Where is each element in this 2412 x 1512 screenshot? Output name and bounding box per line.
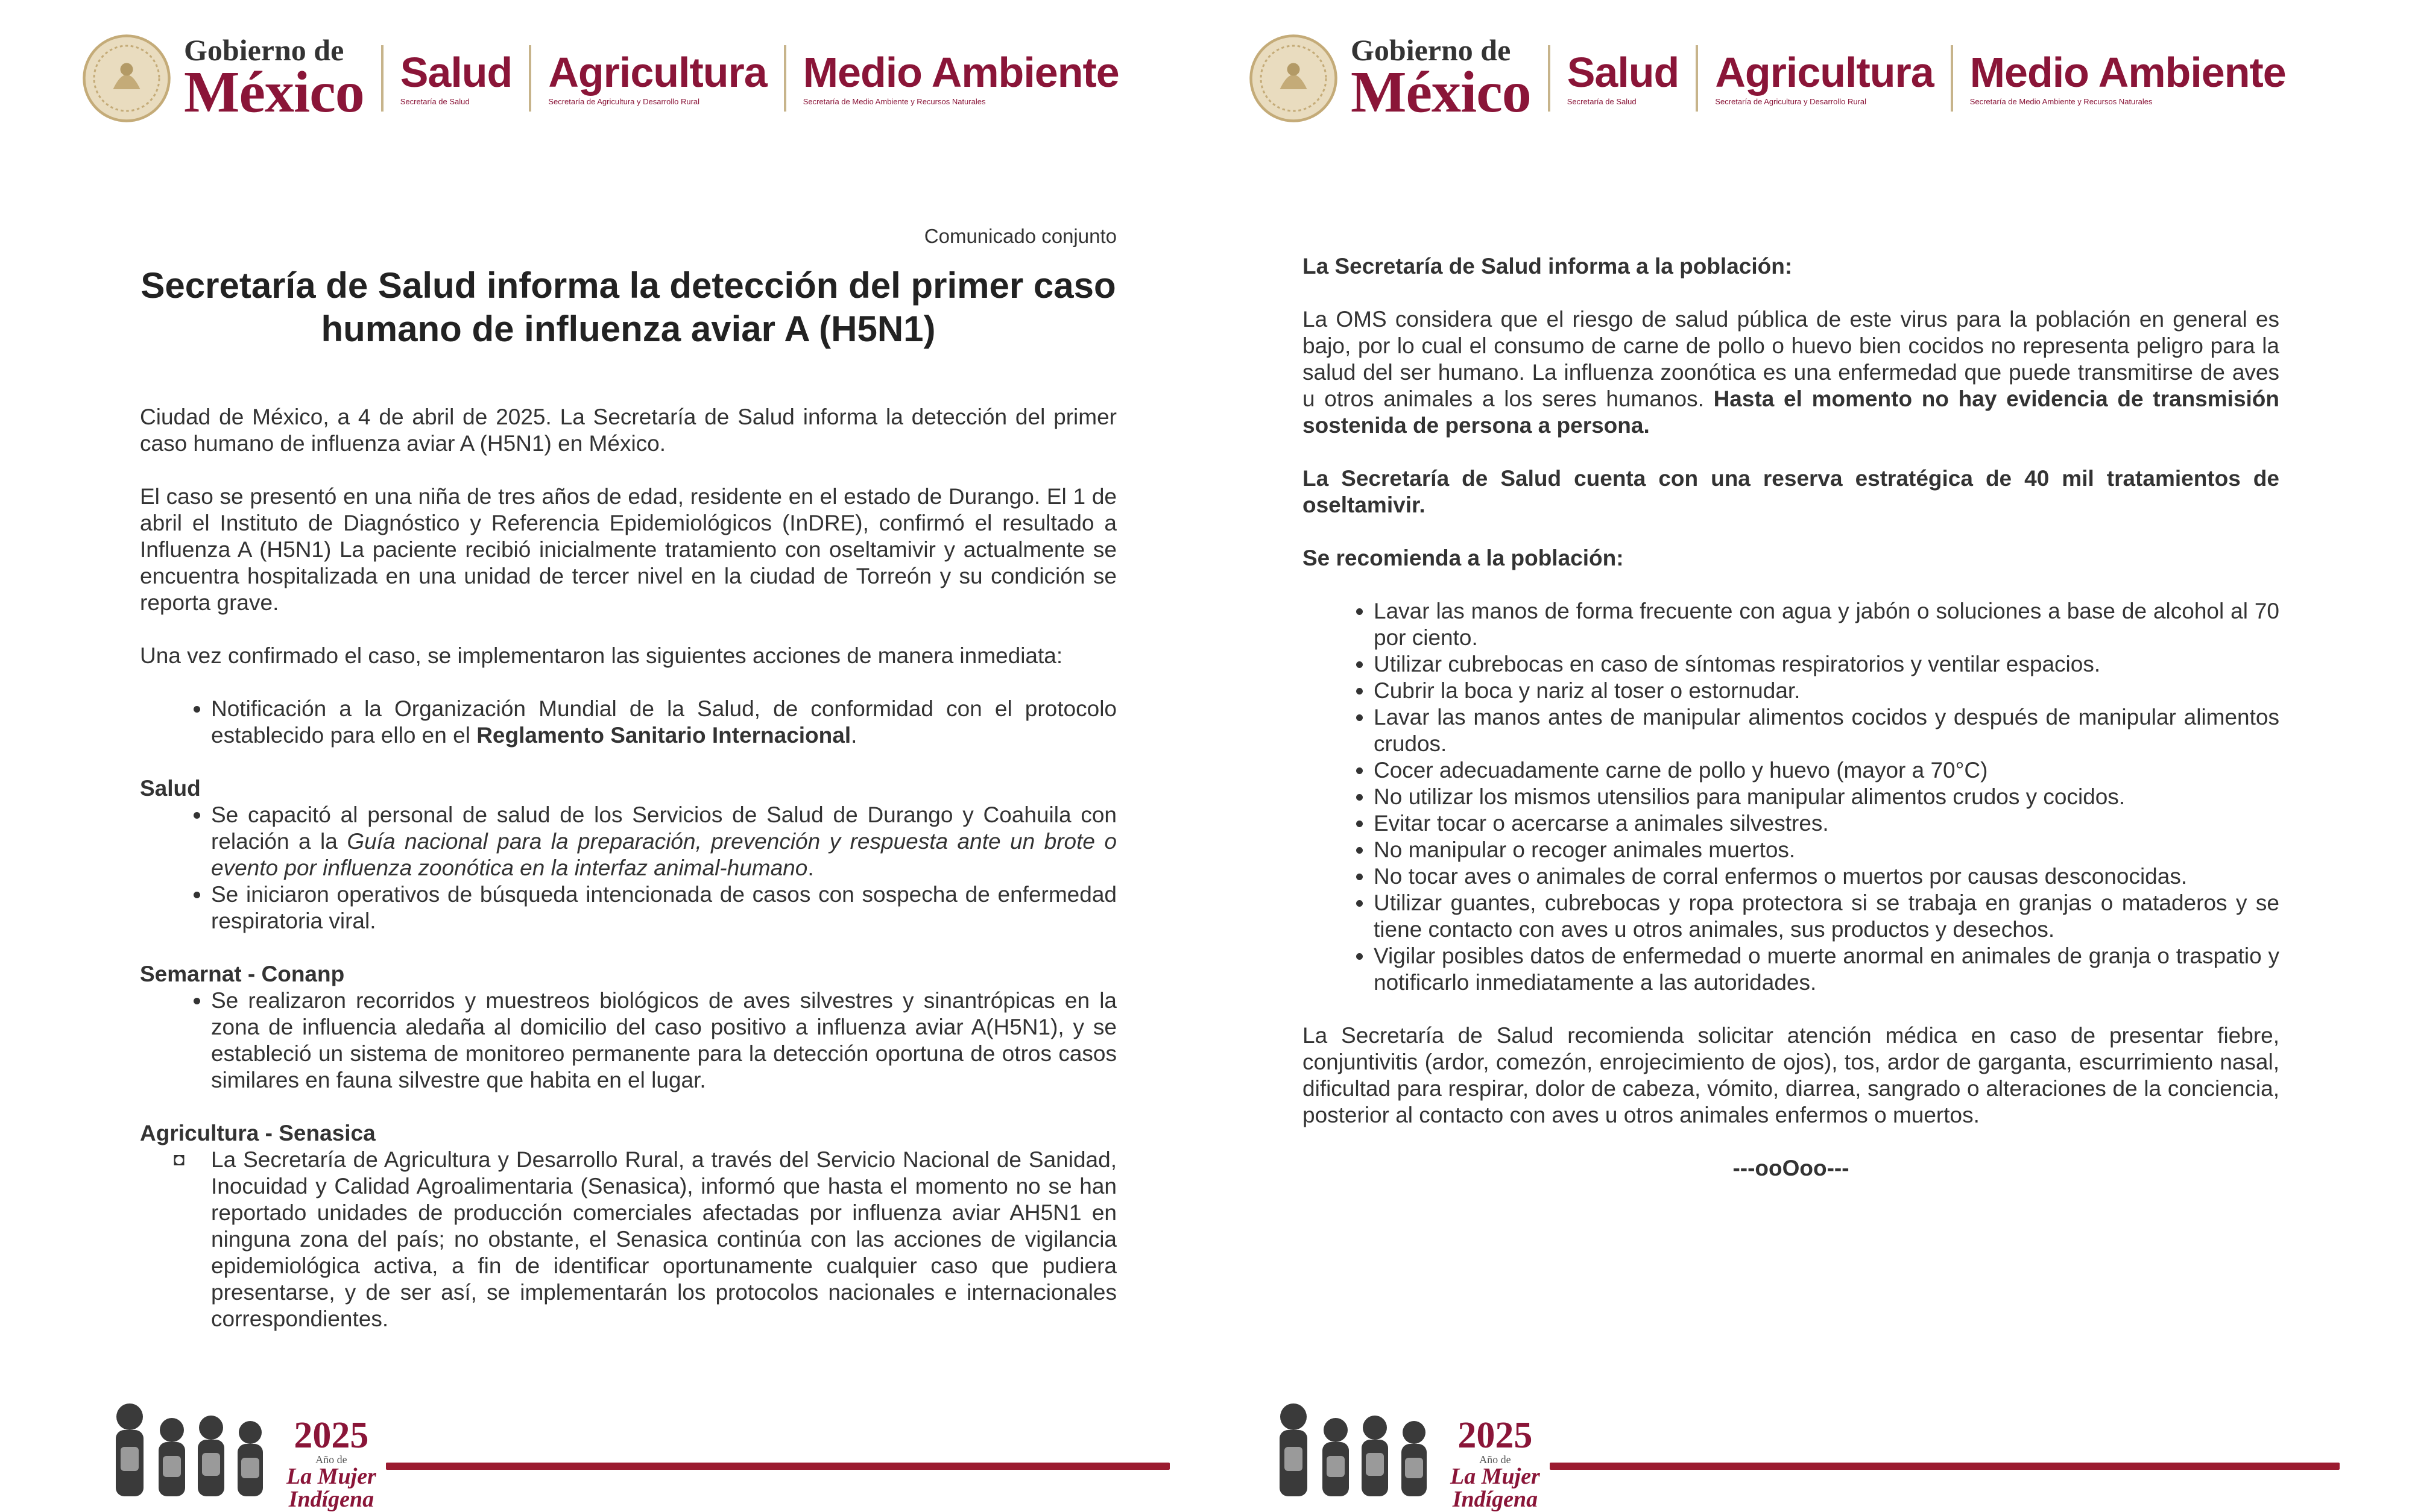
- box-bullet-icon: ◘: [174, 1150, 185, 1170]
- paragraph-intro: Ciudad de México, a 4 de abril de 2025. La Secretaría de Salud informa la detección del primer caso humano de influenza aviar A (H5N1) en México.: [140, 405, 1117, 456]
- header-divider: [1951, 45, 1953, 112]
- recommendations-list: [1302, 598, 2279, 996]
- header-divider: [1696, 45, 1698, 112]
- paragraph-medical-attention: La Secretaría de Salud recomienda solicitar atención médica en caso de presentar fiebre, conjuntivitis (ardor, comezón, enrojecimiento de ojos), tos, ardor de garganta, escurrimiento nasal, dificultad para respirar, dolor de cabeza, vómito, diarrea, sangrado o alteraciones de la conciencia, posterior al contacto con aves u otros animales enfermos o muertos.: [1302, 1023, 2279, 1127]
- agency-agricultura-logo: Agricultura Secretaría de Agricultura y Desarrollo Rural: [548, 48, 767, 106]
- paragraph-strategic-reserve: La Secretaría de Salud cuenta con una reserva estratégica de 40 mil tratamientos de oseltamivir.: [1302, 466, 2279, 517]
- list-item: • Evitar tocar o acercarse a animales silvestres.: [1374, 810, 2279, 837]
- agency-salud-logo: Salud Secretaría de Salud: [1567, 48, 1679, 106]
- indigenous-women-illustration-icon: [1266, 1393, 1441, 1498]
- footer-rule: [1550, 1463, 2340, 1470]
- agency-salud-logo: Salud Secretaría de Salud: [400, 48, 513, 106]
- indigenous-women-illustration-icon: [103, 1393, 277, 1498]
- footer-rule: [386, 1463, 1170, 1470]
- gobierno-de-mexico-logo: Gobierno de México: [1351, 33, 1531, 125]
- paragraph-oms-risk: La OMS considera que el riesgo de salud pública de este virus para la población en general es bajo, por lo cual el consumo de carne de pollo o huevo bien cocidos no representa peligro para la salud del ser humano. La influenza zoonótica es una enfermedad que puede transmitirse de aves u otros animales a los seres humanos. Hasta el momento no hay evidencia de transmisión sostenida de persona a persona.: [1302, 307, 2279, 438]
- document-page-2: [1206, 0, 2412, 1512]
- page-2-content: [1302, 253, 2279, 1182]
- document-kicker: Comunicado conjunto: [924, 225, 1117, 247]
- year-of-indigenous-woman-logo: 2025 Año de La Mujer Indígena: [286, 1415, 376, 1512]
- national-seal-icon: [81, 33, 172, 124]
- list-item: • No utilizar los mismos utensilios para manipular alimentos crudos y cocidos.: [1374, 784, 2279, 810]
- salud-list: [140, 802, 1117, 934]
- header-divider: [381, 45, 384, 112]
- list-item: ◘ La Secretaría de Agricultura y Desarrollo Rural, a través del Servicio Nacional de Sanidad, Inocuidad y Calidad Agroalimentaria (Senasica), informó que hasta el momento no se han reportado unidades de producción comerciales afectadas por influenza aviar AH5N1 en ninguna zona del país; no obstante, el Senasica continúa con las acciones de vigilancia epidemiológica activa, a fin de identificar oportunamente cualquier caso que pudiera presentarse, y de ser así, se implementarán los protocolos nacionales e internacionales correspondientes.: [174, 1147, 1117, 1331]
- list-item: • Notificación a la Organización Mundial de la Salud, de conformidad con el protocolo establecido para ello en el Reglamento Sanitario Internacional.: [211, 696, 1117, 749]
- section-heading-recomienda: Se recomienda a la población:: [1302, 546, 1624, 570]
- list-item: • Lavar las manos antes de manipular alimentos cocidos y después de manipular alimentos crudos.: [1374, 704, 2279, 757]
- list-item: • Cocer adecuadamente carne de pollo y huevo (mayor a 70°C): [1374, 757, 2279, 784]
- list-item: • Lavar las manos de forma frecuente con agua y jabón o soluciones a base de alcohol al 70 por ciento.: [1374, 598, 2279, 651]
- closing-mark: ---ooOoo---: [1732, 1156, 1849, 1180]
- header-divider: [529, 45, 531, 112]
- page-footer: [96, 1387, 1170, 1512]
- list-item: • Se capacitó al personal de salud de los Servicios de Salud de Durango y Coahuila con relación a la Guía nacional para la preparación, prevención y respuesta ante un brote o evento por influenza zoonótica en la interfaz animal-humano.: [211, 802, 1117, 881]
- list-item: • No tocar aves o animales de corral enfermos o muertos por causas desconocidas.: [1374, 863, 2279, 890]
- government-header: [81, 30, 1119, 127]
- list-item: • Cubrir la boca y nariz al toser o estornudar.: [1374, 678, 2279, 704]
- list-item: • Utilizar cubrebocas en caso de síntomas respiratorios y ventilar espacios.: [1374, 651, 2279, 678]
- government-header: [1248, 30, 2286, 127]
- page-footer: [1260, 1387, 2340, 1512]
- gobierno-de-mexico-logo: Gobierno de México: [184, 33, 364, 125]
- section-heading-salud: Salud: [140, 776, 201, 801]
- list-item: • Vigilar posibles datos de enfermedad o muerte anormal en animales de granja o traspatio y notificarlo inmediatamente a las autoridades.: [1374, 943, 2279, 996]
- list-item: • Se iniciaron operativos de búsqueda intencionada de casos con sospecha de enfermedad respiratoria viral.: [211, 881, 1117, 934]
- list-item: • Se realizaron recorridos y muestreos biológicos de aves silvestres y sinantrópicas en la zona de influencia aledaña al domicilio del caso positivo a influenza aviar A(H5N1), y se estableció un sistema de monitoreo permanente para la detección oportuna de otros casos similares en fauna silvestre que habita en el lugar.: [211, 988, 1117, 1094]
- header-divider: [784, 45, 786, 112]
- agency-agricultura-logo: Agricultura Secretaría de Agricultura y Desarrollo Rural: [1715, 48, 1934, 106]
- paragraph-case: El caso se presentó en una niña de tres años de edad, residente en el estado de Durango. El 1 de abril el Instituto de Diagnóstico y Referencia Epidemiológicos (InDRE), confirmó el resultado a Influenza A (H5N1) La paciente recibió inicialmente tratamiento con oseltamivir y actualmente se encuentra hospitalizada en una unidad de tercer nivel en la ciudad de Torreón y su condición se reporta grave.: [140, 484, 1117, 615]
- agricultura-list: [140, 1147, 1117, 1332]
- section-heading-informa: La Secretaría de Salud informa a la población:: [1302, 254, 1793, 279]
- page-title: Secretaría de Salud informa la detección del primer caso humano de influenza aviar A (H5N1): [140, 265, 1116, 349]
- list-item: • Utilizar guantes, cubrebocas y ropa protectora si se trabaja en granjas o mataderos y se tiene contacto con aves u otros animales, sus productos y desechos.: [1374, 890, 2279, 943]
- actions-list: [140, 696, 1117, 749]
- paragraph-actions-intro: Una vez confirmado el caso, se implementaron las siguientes acciones de manera inmediata:: [140, 643, 1063, 668]
- list-item: • No manipular o recoger animales muertos.: [1374, 837, 2279, 863]
- semarnat-list: [140, 988, 1117, 1094]
- page-1-content: [140, 223, 1117, 1359]
- header-divider: [1548, 45, 1550, 112]
- agency-medio-ambiente-logo: Medio Ambiente Secretaría de Medio Ambiente y Recursos Naturales: [803, 48, 1119, 106]
- section-heading-semarnat: Semarnat - Conanp: [140, 962, 345, 986]
- year-of-indigenous-woman-logo: 2025 Año de La Mujer Indígena: [1450, 1415, 1540, 1512]
- section-heading-agricultura: Agricultura - Senasica: [140, 1121, 376, 1145]
- agency-medio-ambiente-logo: Medio Ambiente Secretaría de Medio Ambiente y Recursos Naturales: [1969, 48, 2286, 106]
- national-seal-icon: [1248, 33, 1339, 124]
